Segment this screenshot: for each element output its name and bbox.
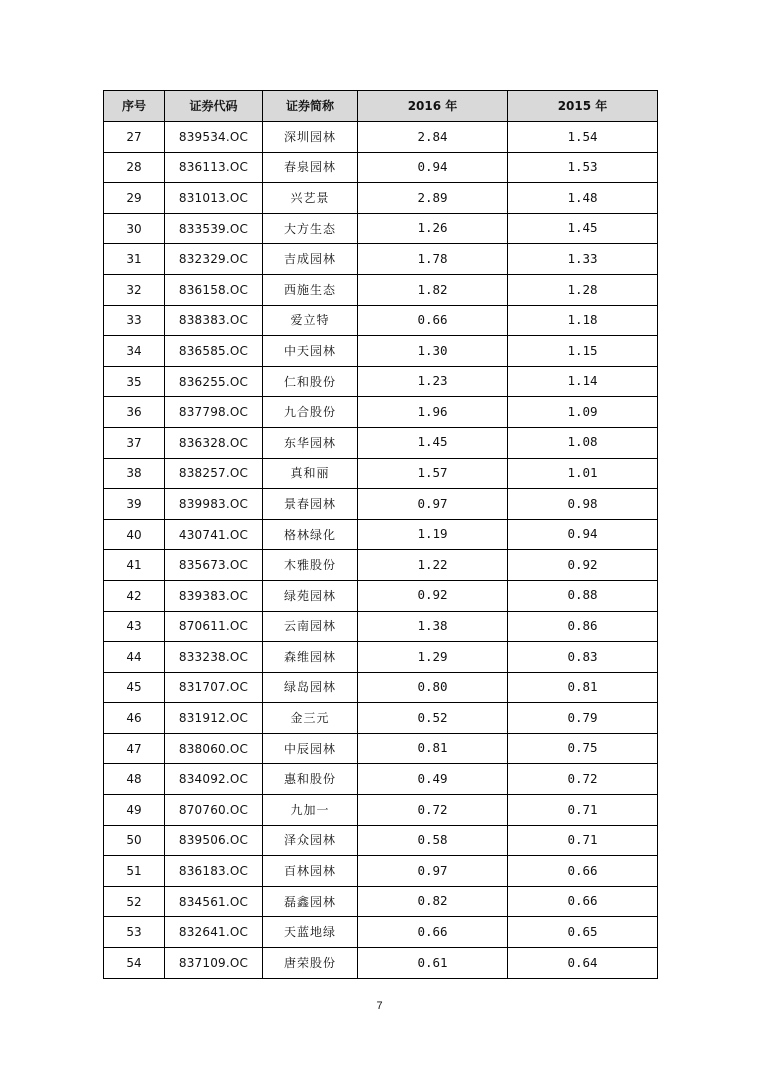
cell-2016: 0.82 [358, 886, 508, 917]
cell-index: 45 [104, 672, 165, 703]
cell-code: 836255.OC [165, 366, 263, 397]
cell-name: 春泉园林 [263, 152, 358, 183]
cell-2016: 1.38 [358, 611, 508, 642]
cell-index: 27 [104, 122, 165, 153]
cell-2016: 0.80 [358, 672, 508, 703]
cell-2016: 1.30 [358, 336, 508, 367]
cell-2015: 0.83 [508, 642, 658, 673]
cell-code: 832641.OC [165, 917, 263, 948]
cell-name: 真和丽 [263, 458, 358, 489]
cell-index: 30 [104, 213, 165, 244]
cell-index: 48 [104, 764, 165, 795]
cell-2015: 1.08 [508, 427, 658, 458]
cell-code: 839506.OC [165, 825, 263, 856]
cell-index: 46 [104, 703, 165, 734]
cell-2015: 0.92 [508, 550, 658, 581]
column-header-2015: 2015 年 [508, 91, 658, 122]
cell-2016: 0.72 [358, 795, 508, 826]
cell-code: 836183.OC [165, 856, 263, 887]
cell-name: 景春园林 [263, 489, 358, 520]
cell-2015: 0.71 [508, 795, 658, 826]
cell-code: 838257.OC [165, 458, 263, 489]
cell-name: 惠和股份 [263, 764, 358, 795]
table-row [104, 886, 658, 917]
table-row [104, 152, 658, 183]
cell-code: 870611.OC [165, 611, 263, 642]
cell-2015: 1.54 [508, 122, 658, 153]
cell-code: 430741.OC [165, 519, 263, 550]
cell-code: 831707.OC [165, 672, 263, 703]
table-row [104, 703, 658, 734]
cell-index: 49 [104, 795, 165, 826]
cell-2015: 0.75 [508, 733, 658, 764]
cell-code: 834561.OC [165, 886, 263, 917]
cell-2016: 0.52 [358, 703, 508, 734]
cell-name: 唐荣股份 [263, 948, 358, 979]
table-row [104, 122, 658, 153]
table-row [104, 948, 658, 979]
cell-index: 40 [104, 519, 165, 550]
cell-name: 兴艺景 [263, 183, 358, 214]
cell-2016: 2.89 [358, 183, 508, 214]
cell-2016: 2.84 [358, 122, 508, 153]
cell-2015: 0.66 [508, 856, 658, 887]
cell-index: 34 [104, 336, 165, 367]
cell-name: 金三元 [263, 703, 358, 734]
cell-2016: 0.97 [358, 489, 508, 520]
data-table [103, 90, 658, 979]
table-row [104, 489, 658, 520]
cell-index: 53 [104, 917, 165, 948]
cell-index: 38 [104, 458, 165, 489]
cell-index: 51 [104, 856, 165, 887]
cell-code: 831912.OC [165, 703, 263, 734]
table-row [104, 274, 658, 305]
cell-index: 29 [104, 183, 165, 214]
column-header-code: 证券代码 [165, 91, 263, 122]
table-row [104, 213, 658, 244]
cell-code: 839383.OC [165, 580, 263, 611]
table-row [104, 244, 658, 275]
cell-name: 吉成园林 [263, 244, 358, 275]
cell-index: 39 [104, 489, 165, 520]
cell-index: 37 [104, 427, 165, 458]
cell-2016: 1.29 [358, 642, 508, 673]
cell-name: 九合股份 [263, 397, 358, 428]
cell-code: 870760.OC [165, 795, 263, 826]
cell-index: 28 [104, 152, 165, 183]
cell-code: 833238.OC [165, 642, 263, 673]
cell-2015: 0.86 [508, 611, 658, 642]
cell-2015: 1.28 [508, 274, 658, 305]
cell-index: 36 [104, 397, 165, 428]
cell-2015: 1.45 [508, 213, 658, 244]
cell-name: 仁和股份 [263, 366, 358, 397]
cell-2016: 0.81 [358, 733, 508, 764]
cell-name: 磊鑫园林 [263, 886, 358, 917]
cell-name: 中天园林 [263, 336, 358, 367]
cell-2016: 1.78 [358, 244, 508, 275]
table-row [104, 611, 658, 642]
table-body [104, 122, 658, 979]
cell-2015: 0.64 [508, 948, 658, 979]
cell-code: 836113.OC [165, 152, 263, 183]
cell-2015: 0.71 [508, 825, 658, 856]
cell-index: 32 [104, 274, 165, 305]
cell-2016: 0.66 [358, 305, 508, 336]
table-row [104, 366, 658, 397]
cell-2015: 0.98 [508, 489, 658, 520]
cell-2016: 1.23 [358, 366, 508, 397]
cell-code: 836328.OC [165, 427, 263, 458]
cell-code: 839534.OC [165, 122, 263, 153]
cell-index: 44 [104, 642, 165, 673]
cell-name: 爱立特 [263, 305, 358, 336]
table-header-row [104, 91, 658, 122]
cell-2015: 1.09 [508, 397, 658, 428]
table-header [104, 91, 658, 122]
cell-2015: 1.53 [508, 152, 658, 183]
cell-2016: 0.66 [358, 917, 508, 948]
cell-code: 839983.OC [165, 489, 263, 520]
table-row [104, 825, 658, 856]
cell-2016: 0.61 [358, 948, 508, 979]
cell-2015: 0.81 [508, 672, 658, 703]
cell-2015: 1.33 [508, 244, 658, 275]
page-number: 7 [376, 1000, 383, 1012]
table-row [104, 458, 658, 489]
cell-2015: 0.66 [508, 886, 658, 917]
cell-name: 森维园林 [263, 642, 358, 673]
table-row [104, 336, 658, 367]
table-row [104, 795, 658, 826]
cell-2016: 1.19 [358, 519, 508, 550]
cell-2015: 1.18 [508, 305, 658, 336]
cell-code: 834092.OC [165, 764, 263, 795]
cell-2016: 0.58 [358, 825, 508, 856]
cell-2016: 0.97 [358, 856, 508, 887]
table-row [104, 519, 658, 550]
cell-code: 836585.OC [165, 336, 263, 367]
table-row [104, 550, 658, 581]
cell-2015: 0.88 [508, 580, 658, 611]
cell-2015: 1.14 [508, 366, 658, 397]
table-row [104, 917, 658, 948]
cell-name: 中辰园林 [263, 733, 358, 764]
column-header-index: 序号 [104, 91, 165, 122]
cell-index: 54 [104, 948, 165, 979]
column-header-2016: 2016 年 [358, 91, 508, 122]
table-row [104, 427, 658, 458]
cell-name: 木雅股份 [263, 550, 358, 581]
cell-name: 天蓝地绿 [263, 917, 358, 948]
table-row [104, 305, 658, 336]
cell-index: 31 [104, 244, 165, 275]
cell-index: 33 [104, 305, 165, 336]
cell-2016: 0.92 [358, 580, 508, 611]
cell-code: 833539.OC [165, 213, 263, 244]
table-row [104, 183, 658, 214]
cell-index: 41 [104, 550, 165, 581]
table-row [104, 672, 658, 703]
cell-code: 838383.OC [165, 305, 263, 336]
cell-code: 837109.OC [165, 948, 263, 979]
cell-index: 35 [104, 366, 165, 397]
cell-2016: 1.96 [358, 397, 508, 428]
cell-code: 837798.OC [165, 397, 263, 428]
cell-name: 大方生态 [263, 213, 358, 244]
column-header-name: 证券简称 [263, 91, 358, 122]
cell-name: 绿岛园林 [263, 672, 358, 703]
cell-2015: 0.65 [508, 917, 658, 948]
cell-2016: 0.49 [358, 764, 508, 795]
cell-index: 50 [104, 825, 165, 856]
cell-2016: 1.22 [358, 550, 508, 581]
cell-2015: 1.15 [508, 336, 658, 367]
cell-code: 838060.OC [165, 733, 263, 764]
cell-name: 深圳园林 [263, 122, 358, 153]
cell-index: 47 [104, 733, 165, 764]
cell-2015: 0.94 [508, 519, 658, 550]
table-row [104, 856, 658, 887]
cell-2015: 0.79 [508, 703, 658, 734]
cell-name: 九加一 [263, 795, 358, 826]
cell-2016: 1.82 [358, 274, 508, 305]
cell-code: 836158.OC [165, 274, 263, 305]
data-table-container [103, 90, 657, 979]
table-row [104, 642, 658, 673]
table-row [104, 397, 658, 428]
cell-name: 绿苑园林 [263, 580, 358, 611]
cell-2015: 0.72 [508, 764, 658, 795]
cell-code: 831013.OC [165, 183, 263, 214]
cell-name: 云南园林 [263, 611, 358, 642]
cell-name: 西施生态 [263, 274, 358, 305]
cell-2016: 0.94 [358, 152, 508, 183]
cell-index: 43 [104, 611, 165, 642]
cell-index: 52 [104, 886, 165, 917]
table-row [104, 764, 658, 795]
table-row [104, 733, 658, 764]
cell-2016: 1.57 [358, 458, 508, 489]
cell-2016: 1.45 [358, 427, 508, 458]
cell-name: 百林园林 [263, 856, 358, 887]
cell-code: 832329.OC [165, 244, 263, 275]
cell-2015: 1.01 [508, 458, 658, 489]
cell-name: 东华园林 [263, 427, 358, 458]
table-row [104, 580, 658, 611]
cell-name: 格林绿化 [263, 519, 358, 550]
cell-2015: 1.48 [508, 183, 658, 214]
cell-name: 泽众园林 [263, 825, 358, 856]
cell-index: 42 [104, 580, 165, 611]
cell-2016: 1.26 [358, 213, 508, 244]
cell-code: 835673.OC [165, 550, 263, 581]
